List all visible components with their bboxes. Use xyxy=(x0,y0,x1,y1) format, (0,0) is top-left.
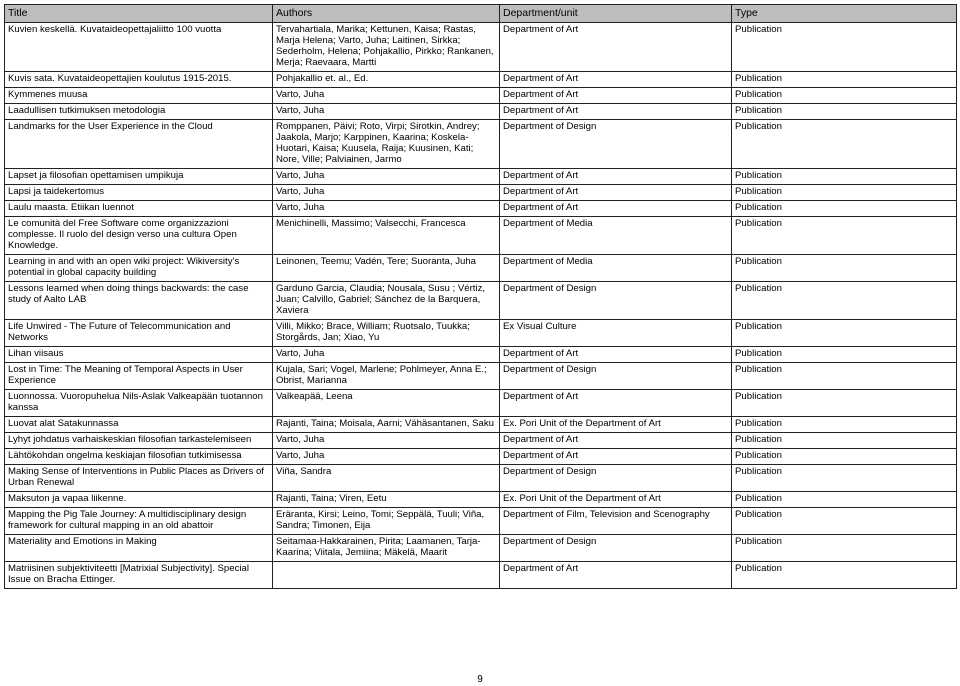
cell-department: Department of Art xyxy=(500,23,732,72)
cell-department: Department of Media xyxy=(500,255,732,282)
cell-type: Publication xyxy=(732,72,957,88)
cell-department: Department of Film, Television and Scenography xyxy=(500,508,732,535)
cell-department: Department of Art xyxy=(500,347,732,363)
table-row xyxy=(5,72,957,88)
cell-department: Ex Visual Culture xyxy=(500,320,732,347)
table-body xyxy=(5,23,957,589)
cell-title: Kuvien keskellä. Kuvataideopettajaliitto 100 vuotta xyxy=(5,23,273,72)
cell-title: Lapsi ja taidekertomus xyxy=(5,185,273,201)
column-header-type: Type xyxy=(732,5,957,23)
cell-title: Making Sense of Interventions in Public Places as Drivers of Urban Renewal xyxy=(5,465,273,492)
cell-authors: Varto, Juha xyxy=(273,433,500,449)
cell-type: Publication xyxy=(732,104,957,120)
cell-authors: Varto, Juha xyxy=(273,169,500,185)
cell-department: Department of Art xyxy=(500,201,732,217)
cell-type: Publication xyxy=(732,282,957,320)
table-row xyxy=(5,169,957,185)
cell-type: Publication xyxy=(732,449,957,465)
cell-authors: Varto, Juha xyxy=(273,88,500,104)
table-row xyxy=(5,282,957,320)
table-row xyxy=(5,255,957,282)
cell-department: Department of Art xyxy=(500,88,732,104)
table-row xyxy=(5,562,957,589)
cell-authors: Seitamaa-Hakkarainen, Pirita; Laamanen, Tarja-Kaarina; Viitala, Jemiina; Mäkelä, Maarit xyxy=(273,535,500,562)
cell-type: Publication xyxy=(732,88,957,104)
cell-authors: Rajanti, Taina; Viren, Eetu xyxy=(273,492,500,508)
cell-title: Maksuton ja vapaa liikenne. xyxy=(5,492,273,508)
table-row xyxy=(5,201,957,217)
cell-type: Publication xyxy=(732,492,957,508)
cell-authors: Pohjakallio et. al., Ed. xyxy=(273,72,500,88)
cell-department: Department of Media xyxy=(500,217,732,255)
cell-title: Life Unwired - The Future of Telecommunication and Networks xyxy=(5,320,273,347)
cell-department: Ex. Pori Unit of the Department of Art xyxy=(500,417,732,433)
cell-authors: Varto, Juha xyxy=(273,347,500,363)
table-row xyxy=(5,390,957,417)
cell-title: Learning in and with an open wiki project: Wikiversity’s potential in global capacity building xyxy=(5,255,273,282)
cell-authors: Villi, Mikko; Brace, William; Ruotsalo, Tuukka; Storgårds, Jan; Xiao, Yu xyxy=(273,320,500,347)
cell-type: Publication xyxy=(732,23,957,72)
cell-department: Ex. Pori Unit of the Department of Art xyxy=(500,492,732,508)
cell-type: Publication xyxy=(732,320,957,347)
cell-title: Materiality and Emotions in Making xyxy=(5,535,273,562)
cell-department: Department of Design xyxy=(500,363,732,390)
cell-authors: Eräranta, Kirsi; Leino, Tomi; Seppälä, Tuuli; Viña, Sandra; Timonen, Eija xyxy=(273,508,500,535)
cell-title: Lähtökohdan ongelma keskiajan filosofian tutkimisessa xyxy=(5,449,273,465)
cell-type: Publication xyxy=(732,185,957,201)
cell-department: Department of Art xyxy=(500,449,732,465)
cell-type: Publication xyxy=(732,390,957,417)
table-row xyxy=(5,104,957,120)
cell-department: Department of Art xyxy=(500,433,732,449)
cell-authors: Varto, Juha xyxy=(273,201,500,217)
cell-authors: Viña, Sandra xyxy=(273,465,500,492)
cell-title: Lihan viisaus xyxy=(5,347,273,363)
publications-table xyxy=(4,4,957,589)
table-row xyxy=(5,185,957,201)
table-header-row xyxy=(5,5,957,23)
cell-type: Publication xyxy=(732,201,957,217)
table-row xyxy=(5,417,957,433)
cell-authors: Varto, Juha xyxy=(273,449,500,465)
cell-title: Luonnossa. Vuoropuhelua Nils-Aslak Valkeapään tuotannon kanssa xyxy=(5,390,273,417)
table-row xyxy=(5,23,957,72)
cell-type: Publication xyxy=(732,363,957,390)
cell-department: Department of Design xyxy=(500,535,732,562)
table-row xyxy=(5,449,957,465)
cell-authors: Varto, Juha xyxy=(273,185,500,201)
cell-department: Department of Art xyxy=(500,562,732,589)
column-header-authors: Authors xyxy=(273,5,500,23)
cell-type: Publication xyxy=(732,562,957,589)
table-row xyxy=(5,433,957,449)
table-row xyxy=(5,492,957,508)
cell-title: Lyhyt johdatus varhaiskeskian filosofian tarkastelemiseen xyxy=(5,433,273,449)
cell-title: Le comunità del Free Software come organizzazioni complesse. Il ruolo del design verso una cultura Open Knowledge. xyxy=(5,217,273,255)
cell-title: Lessons learned when doing things backwards: the case study of Aalto LAB xyxy=(5,282,273,320)
cell-authors: Kujala, Sari; Vogel, Marlene; Pohlmeyer, Anna E.; Obrist, Marianna xyxy=(273,363,500,390)
cell-title: Lost in Time: The Meaning of Temporal Aspects in User Experience xyxy=(5,363,273,390)
table-row xyxy=(5,347,957,363)
table-row xyxy=(5,120,957,169)
table-row xyxy=(5,88,957,104)
table-row xyxy=(5,535,957,562)
cell-authors: Garduno Garcia, Claudia; Nousala, Susu ; Vértiz, Juan; Calvillo, Gabriel; Sánchez de la Barquera, Xaviera xyxy=(273,282,500,320)
cell-title: Laadullisen tutkimuksen metodologia xyxy=(5,104,273,120)
cell-title: Mapping the Pig Tale Journey: A multidisciplinary design framework for cultural mapping in an old abattoir xyxy=(5,508,273,535)
cell-title: Lapset ja filosofian opettamisen umpikuja xyxy=(5,169,273,185)
cell-title: Luovat alat Satakunnassa xyxy=(5,417,273,433)
cell-title: Kuvis sata. Kuvataideopettajien koulutus 1915-2015. xyxy=(5,72,273,88)
cell-authors xyxy=(273,562,500,589)
cell-department: Department of Design xyxy=(500,465,732,492)
page-number: 9 xyxy=(477,674,483,685)
cell-title: Laulu maasta. Etiikan luennot xyxy=(5,201,273,217)
cell-type: Publication xyxy=(732,535,957,562)
cell-authors: Rajanti, Taina; Moisala, Aarni; Vähäsantanen, Saku xyxy=(273,417,500,433)
cell-department: Department of Design xyxy=(500,282,732,320)
cell-title: Kymmenes muusa xyxy=(5,88,273,104)
cell-department: Department of Design xyxy=(500,120,732,169)
cell-type: Publication xyxy=(732,433,957,449)
cell-type: Publication xyxy=(732,508,957,535)
cell-type: Publication xyxy=(732,347,957,363)
cell-authors: Varto, Juha xyxy=(273,104,500,120)
cell-title: Landmarks for the User Experience in the Cloud xyxy=(5,120,273,169)
table-row xyxy=(5,320,957,347)
table-row xyxy=(5,465,957,492)
cell-title: Matriisinen subjektiviteetti [Matrixial Subjectivity]. Special Issue on Bracha Ettinger. xyxy=(5,562,273,589)
cell-department: Department of Art xyxy=(500,169,732,185)
column-header-title: Title xyxy=(5,5,273,23)
column-header-department: Department/unit xyxy=(500,5,732,23)
cell-department: Department of Art xyxy=(500,72,732,88)
cell-department: Department of Art xyxy=(500,185,732,201)
cell-type: Publication xyxy=(732,120,957,169)
table-row xyxy=(5,363,957,390)
cell-type: Publication xyxy=(732,417,957,433)
cell-authors: Valkeapää, Leena xyxy=(273,390,500,417)
cell-type: Publication xyxy=(732,465,957,492)
table-row xyxy=(5,217,957,255)
cell-authors: Romppanen, Päivi; Roto, Virpi; Sirotkin, Andrey; Jaakola, Marjo; Karppinen, Kaarina; Koskela-Huotari, Kaisa; Kuusela, Raija; Kuusinen, Kati; Nore, Ville; Palviainen, Jarmo xyxy=(273,120,500,169)
cell-type: Publication xyxy=(732,217,957,255)
cell-type: Publication xyxy=(732,255,957,282)
table-row xyxy=(5,508,957,535)
cell-authors: Tervahartiala, Marika; Kettunen, Kaisa; Rastas, Marja Helena; Varto, Juha; Laitinen, Sirkka; Sederholm, Helena; Pohjakallio, Pirkko; Rankanen, Merja; Raevaara, Martti xyxy=(273,23,500,72)
cell-department: Department of Art xyxy=(500,390,732,417)
cell-department: Department of Art xyxy=(500,104,732,120)
cell-type: Publication xyxy=(732,169,957,185)
cell-authors: Leinonen, Teemu; Vadén, Tere; Suoranta, Juha xyxy=(273,255,500,282)
cell-authors: Menichinelli, Massimo; Valsecchi, Francesca xyxy=(273,217,500,255)
